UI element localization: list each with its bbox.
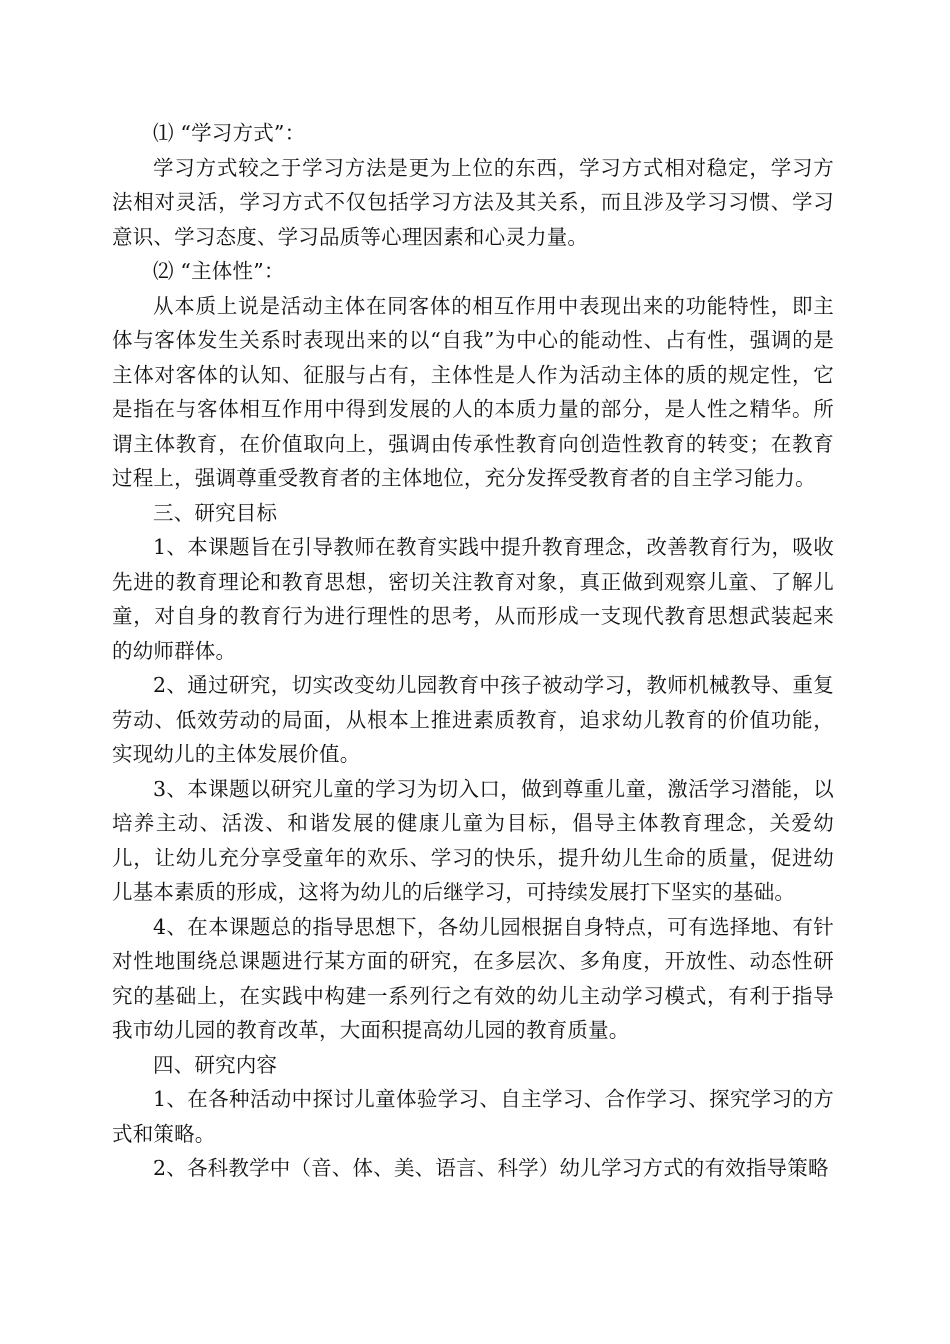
paragraph-learning-style: 学习方式较之于学习方法是更为上位的东西，学习方式相对稳定，学习方法相对灵活，学习方式不仅包括学习方法及其关系，而且涉及学习习惯、学习意识、学习态度、学习品质等心理因素和心灵力量。 [112, 155, 834, 249]
section-heading-subjectivity: ⑵ “主体性”： [153, 259, 285, 283]
paragraph-subjectivity: 从本质上说是活动主体在同客体的相互作用中表现出来的功能特性，即主体与客体发生关系时表现出来的以“自我”为中心的能动性、占有性，强调的是主体对客体的认知、征服与占有，主体性是人作为活动主体的质的规定性，它是指在与客体相互作用中得到发展的人的本质力量的部分，是人性之精华。所谓主体教育，在价值取向上，强调由传承性教育向创造性教育的转变；在教育过程上，强调尊重受教育者的主体地位，充分发挥受教育者的自主学习能力。 [112, 293, 834, 490]
paragraph-goal-3: 3、本课题以研究儿童的学习为切入口，做到尊重儿童，激活学习潜能，以培养主动、活泼、和谐发展的健康儿童为目标，倡导主体教育理念，关爱幼儿，让幼儿充分享受童年的欢乐、学习的快乐，提升幼儿生命的质量，促进幼儿基本素质的形成，这将为幼儿的后继学习，可持续发展打下坚实的基础。 [112, 776, 834, 904]
paragraph-goal-1: 1、本课题旨在引导教师在教育实践中提升教育理念，改善教育行为，吸收先进的教育理论和教育思想，密切关注教育对象，真正做到观察儿童、了解儿童，对自身的教育行为进行理性的思考，从而形成一支现代教育思想武装起来的幼师群体。 [112, 535, 834, 663]
document-page [112, 116, 834, 1186]
paragraph-content-2: 2、各科教学中（音、体、美、语言、科学）幼儿学习方式的有效指导策略 [153, 1156, 829, 1180]
paragraph-goal-2: 2、通过研究，切实改变幼儿园教育中孩子被动学习，教师机械教导、重复劳动、低效劳动的局面，从根本上推进素质教育，追求幼儿教育的价值功能，实现幼儿的主体发展价值。 [112, 673, 834, 766]
paragraph-content-1: 1、在各种活动中探讨儿童体验学习、自主学习、合作学习、探究学习的方式和策略。 [112, 1087, 834, 1146]
section-heading-learning-style: ⑴ “学习方式”： [153, 121, 306, 145]
section-heading-research-goals: 三、研究目标 [153, 500, 278, 525]
paragraph-goal-4: 4、在本课题总的指导思想下，各幼儿园根据自身特点，可有选择地、有针对性地围绕总课题进行某方面的研究，在多层次、多角度，开放性、动态性研究的基础上，在实践中构建一系列行之有效的幼儿主动学习模式，有利于指导我市幼儿园的教育改革，大面积提高幼儿园的教育质量。 [112, 914, 834, 1042]
section-heading-research-content: 四、研究内容 [153, 1052, 278, 1077]
